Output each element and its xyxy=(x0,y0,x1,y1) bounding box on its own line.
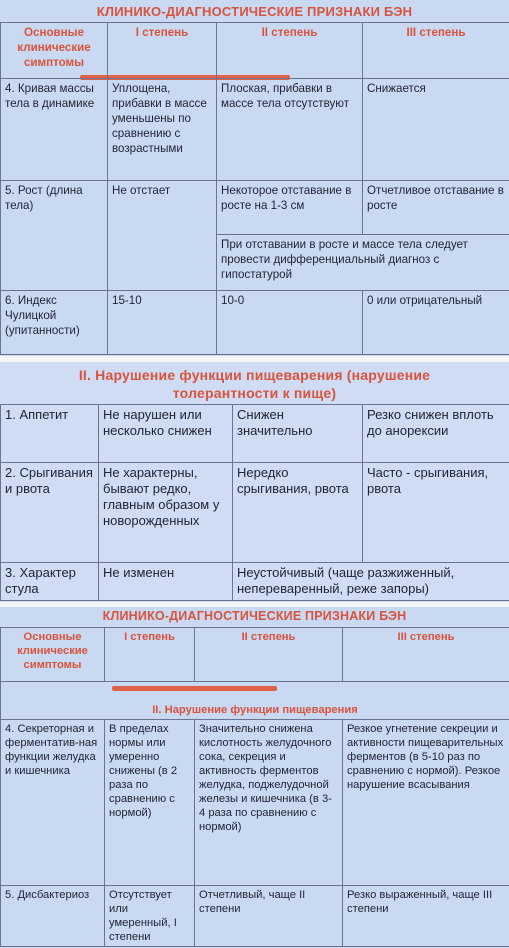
table-row xyxy=(1,291,509,355)
row-symptom: 1. Аппетит xyxy=(1,405,99,463)
row-symptom: 6. Индекс Чулицкой (упитанности) xyxy=(1,291,108,355)
slide-3 xyxy=(0,607,509,948)
table-row xyxy=(1,463,509,563)
row-grade-2: Снижен значительно xyxy=(233,405,363,463)
section-heading: II. Нарушение функции пищеварения xyxy=(1,682,509,720)
row-symptom: 5. Дисбактериоз xyxy=(1,886,105,947)
row-symptom: 4. Секреторная и ферментатив-ная функции желудка и кишечника xyxy=(1,720,105,886)
row-grade-3: Резко снижен вплоть до анорексии xyxy=(363,405,509,463)
table-header-row xyxy=(1,23,509,79)
row-grade-3: Снижается xyxy=(363,79,509,181)
section-row xyxy=(1,682,509,720)
row-symptom: 3. Характер стула xyxy=(1,563,99,601)
row-grade-3: Отчетливое отставание в росте xyxy=(363,181,509,235)
slide-3-title: КЛИНИКО-ДИАГНОСТИЧЕСКИЕ ПРИЗНАКИ БЭН xyxy=(102,609,407,623)
row-grade-3: 0 или отрицательный xyxy=(363,291,509,355)
header-symptoms: Основные клинические симптомы xyxy=(1,628,105,682)
row-grade-2: Значительно снижена кислотность желудочного сока, секреция и активность ферментов желудка, поджелудочной железы и кишечника (в 3-4 раза по сравнению с нормой) xyxy=(195,720,343,886)
row-grade-1: Отсутствует или умеренный, I степени xyxy=(105,886,195,947)
slide-1-title: КЛИНИКО-ДИАГНОСТИЧЕСКИЕ ПРИЗНАКИ БЭН xyxy=(96,4,413,19)
table-row xyxy=(1,181,509,235)
row-note: При отставании в росте и массе тела следует провести дифференциальный диагноз с гипостатурой xyxy=(217,235,509,291)
header-symptoms: Основные клинические симптомы xyxy=(1,23,108,79)
row-symptom: 5. Рост (длина тела) xyxy=(1,181,108,291)
slide-3-table xyxy=(0,627,509,947)
row-grade-2: Плоская, прибавки в массе тела отсутствуют xyxy=(217,79,363,181)
table-row xyxy=(1,563,509,601)
table-row xyxy=(1,79,509,181)
header-grade-1: I степень xyxy=(105,628,195,682)
row-grade-1: 15-10 xyxy=(108,291,217,355)
slide-2 xyxy=(0,362,509,602)
row-grade-2: Нередко срыгивания, рвота xyxy=(233,463,363,563)
slide-1-table xyxy=(0,22,509,355)
table-header-row xyxy=(1,628,509,682)
row-grade-2: Отчетливый, чаще II степени xyxy=(195,886,343,947)
slide-1 xyxy=(0,0,509,356)
row-symptom: 4. Кривая массы тела в динамике xyxy=(1,79,108,181)
table-row xyxy=(1,405,509,463)
row-grade-1: Уплощена, прибавки в массе уменьшены по сравнению с возрастными xyxy=(108,79,217,181)
header-grade-2: II степень xyxy=(217,23,363,79)
row-grade-3: Резкое угнетение секреции и активности пищеварительных ферментов (в 5-10 раз по сравнению с нормой). Резкое нарушение всасывания xyxy=(343,720,509,886)
row-grade-1: Не отстает xyxy=(108,181,217,291)
slide-2-table xyxy=(0,404,509,601)
row-symptom: 2. Срыгивания и рвота xyxy=(1,463,99,563)
header-grade-1: I степень xyxy=(108,23,217,79)
slide-2-title: II. Нарушение функции пищеварения (нарушение толерантности к пище) xyxy=(78,367,431,401)
row-grade-3: Резко выраженный, чаще III степени xyxy=(343,886,509,947)
header-grade-3: III степень xyxy=(343,628,509,682)
header-grade-3: III степень xyxy=(363,23,509,79)
row-grade-1: Не нарушен или несколько снижен xyxy=(99,405,233,463)
row-grade-2: Некоторое отставание в росте на 1-3 см xyxy=(217,181,363,235)
header-grade-2: II степень xyxy=(195,628,343,682)
row-grade-3: Часто - срыгивания, рвота xyxy=(363,463,509,563)
table-row xyxy=(1,886,509,947)
table-row xyxy=(1,720,509,886)
row-grade-2: 10-0 xyxy=(217,291,363,355)
row-grade-2-3: Неустойчивый (чаще разжиженный, непереваренный, реже запоры) xyxy=(233,563,509,601)
row-grade-1: Не изменен xyxy=(99,563,233,601)
row-grade-1: Не характерны, бывают редко, главным образом у новорожденных xyxy=(99,463,233,563)
row-grade-1: В пределах нормы или умеренно снижены (в 2 раза по сравнению с нормой) xyxy=(105,720,195,886)
